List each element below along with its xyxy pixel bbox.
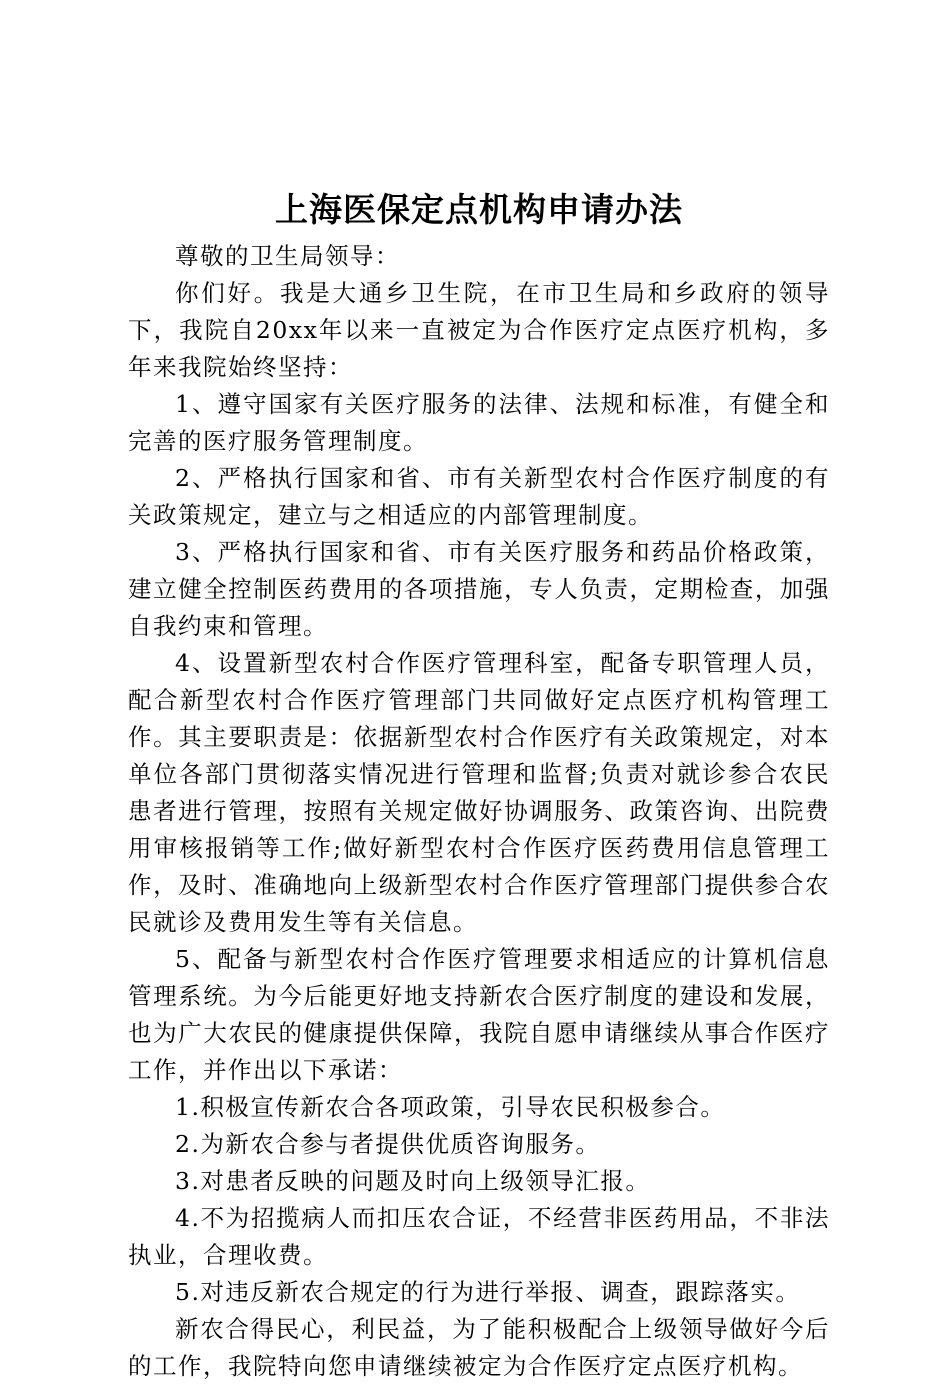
document-page <box>128 182 830 1385</box>
pledge-1-paragraph: 1.积极宣传新农合各项政策，引导农民积极参合。 <box>175 1093 726 1121</box>
closing-paragraph: 新农合得民心，利民益，为了能积极配合上级领导做好今后的工作，我院特向您申请继续被定为合作医疗定点医疗机构。 <box>128 1315 830 1380</box>
item-1-paragraph: 1、遵守国家有关医疗服务的法律、法规和标准，有健全和完善的医疗服务管理制度。 <box>128 390 830 455</box>
pledge-5-paragraph: 5.对违反新农合规定的行为进行举报、调查，跟踪落实。 <box>175 1278 801 1306</box>
salutation: 尊敬的卫生局领导： <box>175 242 400 270</box>
pledge-4-paragraph: 4.不为招揽病人而扣压农合证，不经营非医药用品，不非法执业，合理收费。 <box>128 1204 830 1269</box>
intro-paragraph: 你们好。我是大通乡卫生院，在市卫生局和乡政府的领导下，我院自20xx年以来一直被定为合作医疗定点医疗机构，多年来我院始终坚持： <box>128 279 830 381</box>
item-5-paragraph: 5、配备与新型农村合作医疗管理要求相适应的计算机信息管理系统。为今后能更好地支持新农合医疗制度的建设和发展，也为广大农民的健康提供保障，我院自愿申请继续从事合作医疗工作，并作出以下承诺： <box>128 945 830 1084</box>
pledge-2-paragraph: 2.为新农合参与者提供优质咨询服务。 <box>175 1130 601 1158</box>
pledge-3-paragraph: 3.对患者反映的问题及时向上级领导汇报。 <box>175 1167 651 1195</box>
item-4-paragraph: 4、设置新型农村合作医疗管理科室，配备专职管理人员，配合新型农村合作医疗管理部门共同做好定点医疗机构管理工作。其主要职责是：依据新型农村合作医疗有关政策规定，对本单位各部门贯彻落实情况进行管理和监督;负责对就诊参合农民患者进行管理，按照有关规定做好协调服务、政策咨询、出院费用审核报销等工作;做好新型农村合作医疗医药费用信息管理工作，及时、准确地向上级新型农村合作医疗管理部门提供参合农民就诊及费用发生等有关信息。 <box>128 649 830 936</box>
item-3-paragraph: 3、严格执行国家和省、市有关医疗服务和药品价格政策，建立健全控制医药费用的各项措施，专人负责，定期检查，加强自我约束和管理。 <box>128 538 830 640</box>
document-title: 上海医保定点机构申请办法 <box>275 190 683 229</box>
item-2-paragraph: 2、严格执行国家和省、市有关新型农村合作医疗制度的有关政策规定，建立与之相适应的内部管理制度。 <box>128 464 830 529</box>
